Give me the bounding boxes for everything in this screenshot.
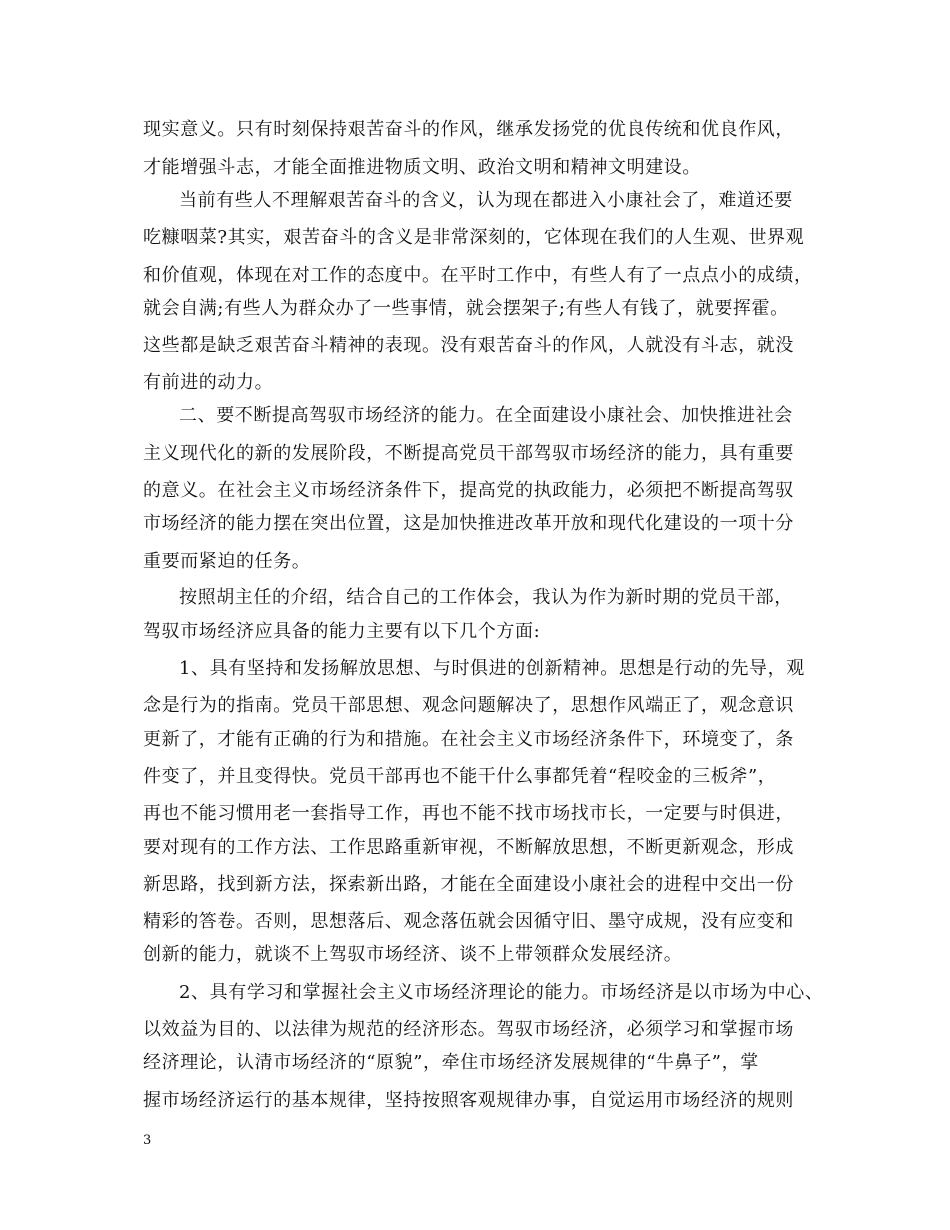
text-line: 的意义。在社会主义市场经济条件下，提高党的执政能力，必须把不断提高驾驭 xyxy=(143,480,794,501)
text-line: 和价值观，体现在对工作的态度中。在平时工作中，有些人有了一点点小的成绩， xyxy=(143,265,813,286)
text-line: 吃糠咽菜?其实，艰苦奋斗的含义是非常深刻的，它体现在我们的人生观、世界观 xyxy=(143,227,805,248)
page-number: 3 xyxy=(143,1133,152,1148)
text-line: 就会自满;有些人为群众办了一些事情，就会摆架子;有些人有钱了，就要挥霍。 xyxy=(143,298,789,319)
text-line: 按照胡主任的介绍，结合自己的工作体会，我认为作为新时期的党员干部， xyxy=(179,587,793,608)
text-line: 这些都是缺乏艰苦奋斗精神的表现。没有艰苦奋斗的作风，人就没有斗志，就没 xyxy=(143,335,794,356)
text-line: 主义现代化的新的发展阶段，不断提高党员干部驾驭市场经济的能力，具有重要 xyxy=(143,443,794,464)
text-line: 经济理论，认清市场经济的“原貌”，牵住市场经济发展规律的“牛鼻子”，掌 xyxy=(143,1052,759,1073)
text-line: 精彩的答卷。否则，思想落后、观念落伍就会因循守旧、墨守成规，没有应变和 xyxy=(143,911,794,932)
text-line: 以效益为目的、以法律为规范的经济形态。驾驭市场经济，必须学习和掌握市场 xyxy=(143,1019,794,1040)
text-line: 1、具有坚持和发扬解放思想、与时俱进的创新精神。思想是行动的先导，观 xyxy=(179,658,805,679)
text-line: 才能增强斗志，才能全面推进物质文明、政治文明和精神文明建设。 xyxy=(143,157,701,178)
text-line: 二、要不断提高驾驭市场经济的能力。在全面建设小康社会、加快推进社会 xyxy=(179,405,793,426)
text-line: 件变了，并且变得快。党员干部再也不能干什么事都凭着“程咬金的三板斧”， xyxy=(143,766,777,787)
text-line: 新思路，找到新方法，探索新出路，才能在全面建设小康社会的进程中交出一份 xyxy=(143,874,794,895)
text-line: 要对现有的工作方法、工作思路重新审视，不断解放思想，不断更新观念，形成 xyxy=(143,837,794,858)
text-line: 重要而紧迫的任务。 xyxy=(143,551,311,572)
text-line: 创新的能力，就谈不上驾驭市场经济、谈不上带领群众发展经济。 xyxy=(143,944,683,965)
text-line: 当前有些人不理解艰苦奋斗的含义，认为现在都进入小康社会了，难道还要 xyxy=(179,190,793,211)
text-line: 驾驭市场经济应具备的能力主要有以下几个方面: xyxy=(143,621,541,642)
text-line: 有前进的动力。 xyxy=(143,372,274,393)
text-line: 念是行为的指南。党员干部思想、观念问题解决了，思想作风端正了，观念意识 xyxy=(143,695,794,716)
text-line: 2、具有学习和掌握社会主义市场经济理论的能力。市场经济是以市场为中心、 xyxy=(179,982,824,1003)
text-line: 更新了，才能有正确的行为和措施。在社会主义市场经济条件下，环境变了，条 xyxy=(143,729,794,750)
text-line: 现实意义。只有时刻保持艰苦奋斗的作风，继承发扬党的优良传统和优良作风， xyxy=(143,119,794,140)
text-line: 握市场经济运行的基本规律，坚持按照客观规律办事，自觉运用市场经济的规则 xyxy=(143,1090,794,1111)
text-line: 再也不能习惯用老一套指导工作，再也不能不找市场找市长，一定要与时俱进， xyxy=(143,803,794,824)
text-line: 市场经济的能力摆在突出位置，这是加快推进改革开放和现代化建设的一项十分 xyxy=(143,513,794,534)
